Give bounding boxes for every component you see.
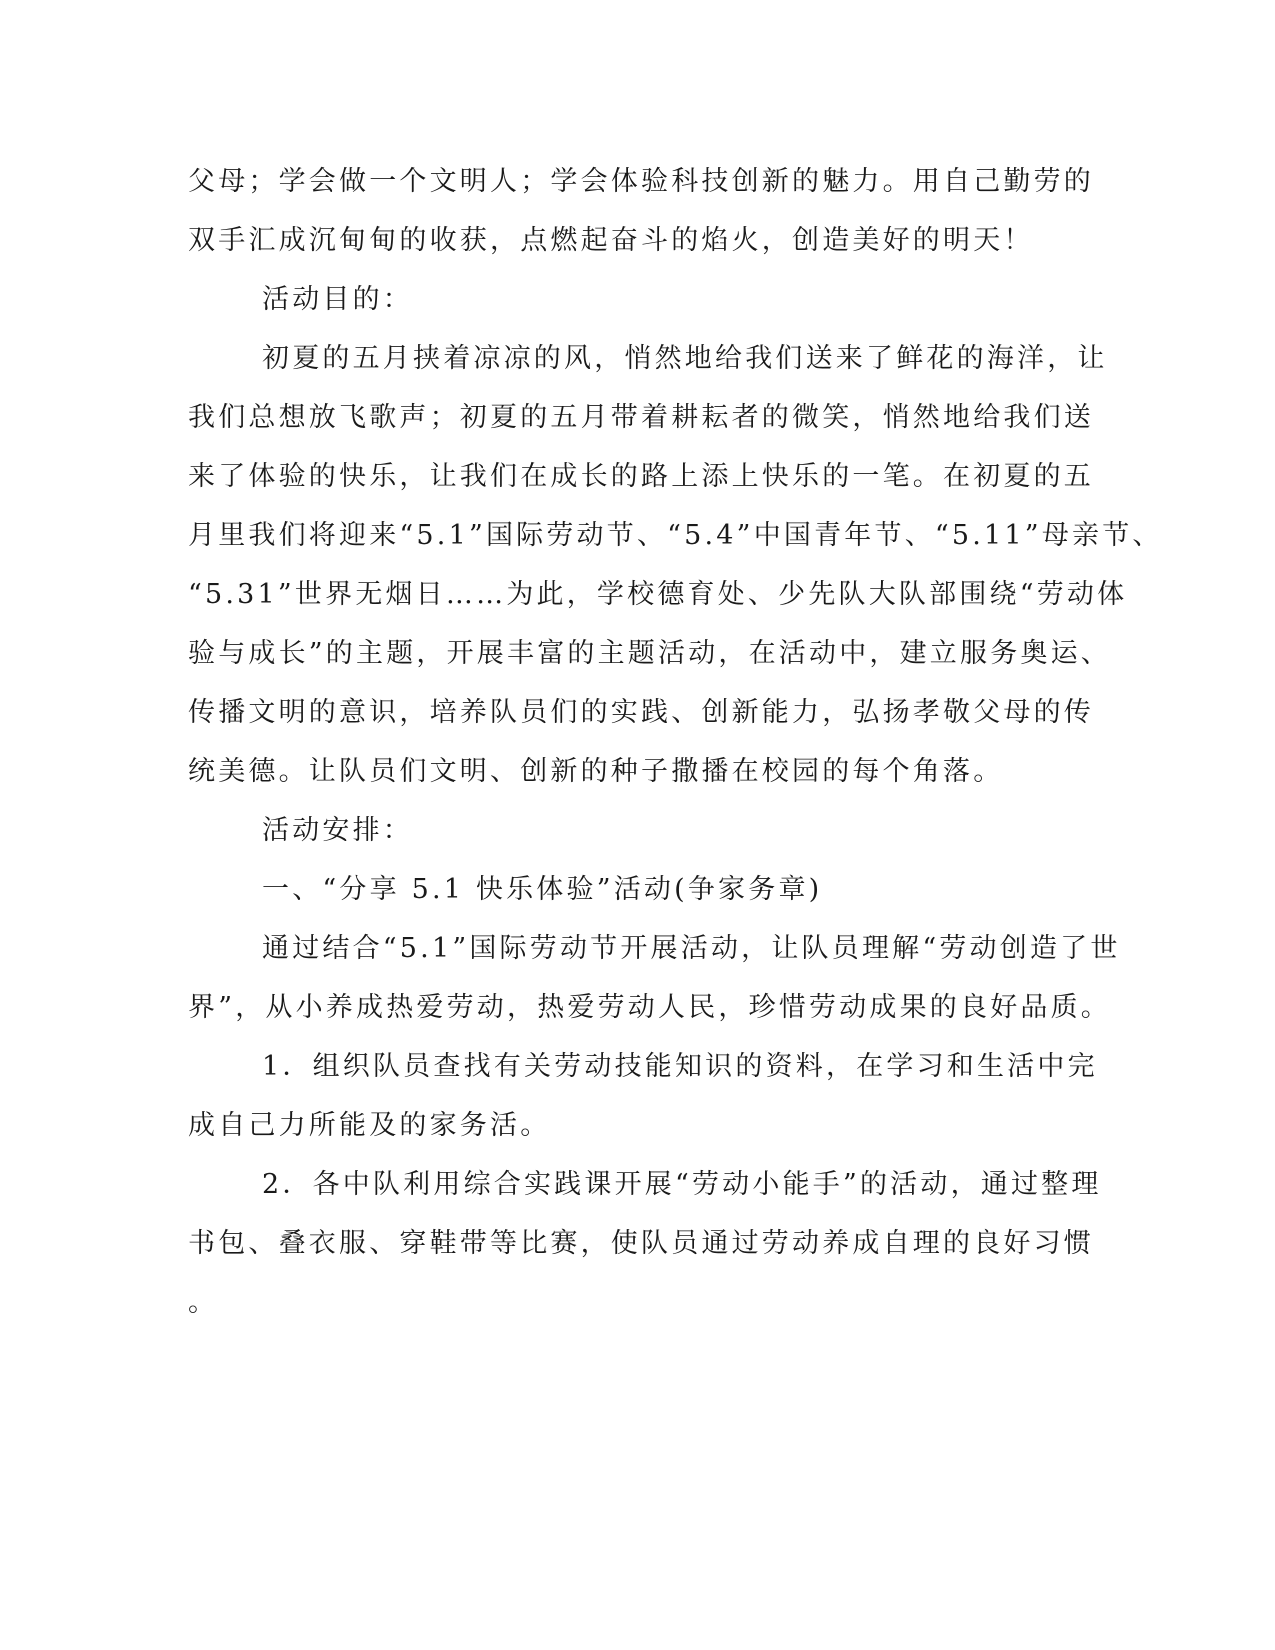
text-line: 传播文明的意识，培养队员们的实践、创新能力，弘扬孝敬父母的传 xyxy=(188,697,1094,728)
text-line: 初夏的五月挟着凉凉的风，悄然地给我们送来了鲜花的海洋，让 xyxy=(262,343,1108,374)
text-line: 通过结合“5.1”国际劳动节开展活动，让队员理解“劳动创造了世 xyxy=(262,933,1121,964)
section-heading-arrangement: 活动安排： xyxy=(262,815,413,846)
text-line: 。 xyxy=(188,1287,219,1318)
text-line: “5.31”世界无烟日……为此，学校德育处、少先队大队部围绕“劳动体 xyxy=(188,579,1128,610)
text-line: 月里我们将迎来“5.1”国际劳动节、“5.4”中国青年节、“5.11”母亲节、 xyxy=(188,520,1163,551)
section-heading-purpose: 活动目的： xyxy=(262,284,413,315)
list-item-1: 1．组织队员查找有关劳动技能知识的资料，在学习和生活中完 xyxy=(262,1051,1098,1082)
subsection-heading: 一、“分享 5.1 快乐体验”活动(争家务章) xyxy=(262,874,823,905)
text-line: 双手汇成沉甸甸的收获，点燃起奋斗的焰火，创造美好的明天！ xyxy=(188,225,1034,256)
text-line: 统美德。让队员们文明、创新的种子撒播在校园的每个角落。 xyxy=(188,756,1004,787)
text-line: 界”，从小养成热爱劳动，热爱劳动人民，珍惜劳动成果的良好品质。 xyxy=(188,992,1112,1023)
text-line: 父母；学会做一个文明人；学会体验科技创新的魅力。用自己勤劳的 xyxy=(188,166,1094,197)
list-item-2: 2．各中队利用综合实践课开展“劳动小能手”的活动，通过整理 xyxy=(262,1169,1102,1200)
text-line: 成自己力所能及的家务活。 xyxy=(188,1110,551,1141)
text-line: 我们总想放飞歌声；初夏的五月带着耕耘者的微笑，悄然地给我们送 xyxy=(188,402,1094,433)
text-line: 书包、叠衣服、穿鞋带等比赛，使队员通过劳动养成自理的良好习惯 xyxy=(188,1228,1094,1259)
text-line: 验与成长”的主题，开展丰富的主题活动，在活动中，建立服务奥运、 xyxy=(188,638,1112,669)
text-line: 来了体验的快乐，让我们在成长的路上添上快乐的一笔。在初夏的五 xyxy=(188,461,1094,492)
